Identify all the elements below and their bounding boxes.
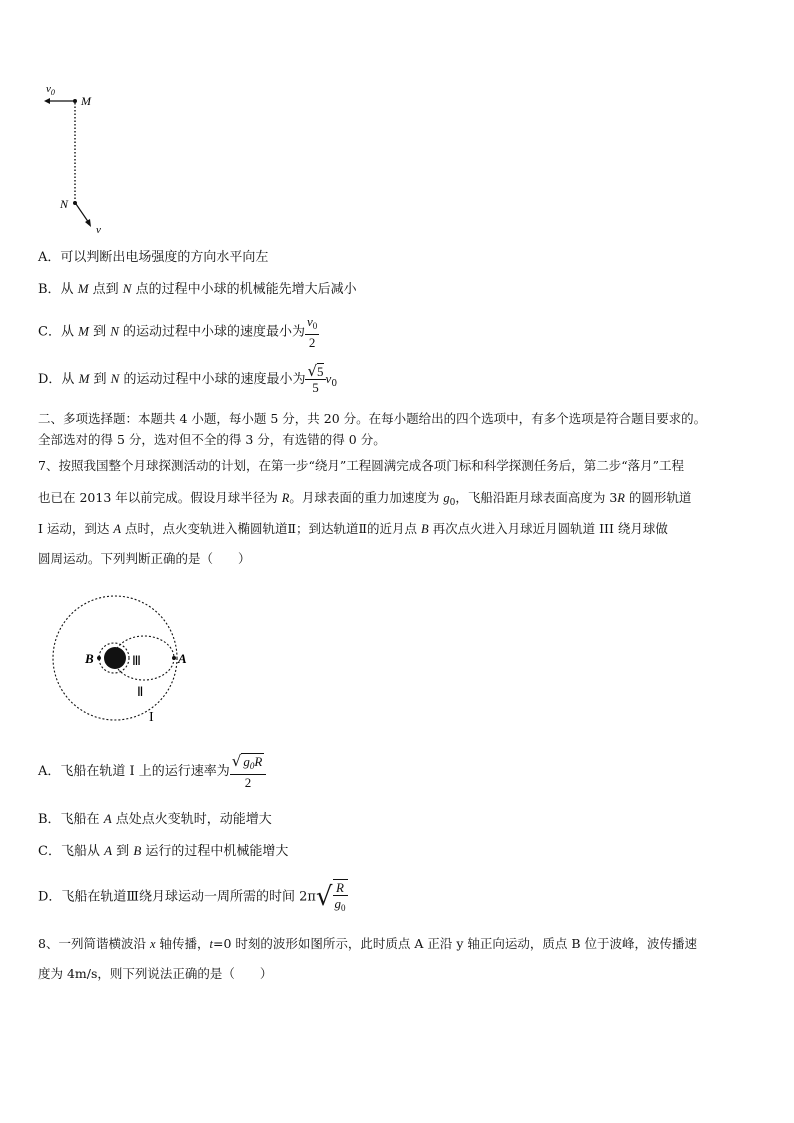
text: B．从 <box>38 282 78 297</box>
text: 点到 <box>88 282 123 297</box>
text: 运行的过程中机械能增大 <box>141 844 289 859</box>
q7-option-a <box>38 752 266 792</box>
n-label: N <box>60 197 69 211</box>
var-m: M <box>77 281 89 296</box>
var-r: R <box>617 491 625 505</box>
var-g: g <box>443 491 450 505</box>
text: B．飞船在 <box>38 812 104 827</box>
var-b: B <box>420 522 429 536</box>
a-label: A <box>178 651 187 666</box>
text: 的运动过程中小球的速度最小为 <box>118 324 306 340</box>
v-arrow <box>76 204 89 223</box>
ii-label: Ⅱ <box>137 684 144 699</box>
q7-line3 <box>38 519 668 539</box>
subscript: 0 <box>449 498 456 508</box>
v-label: v <box>96 224 101 236</box>
text: C．从 <box>38 324 79 340</box>
iii-label: Ⅲ <box>132 653 141 668</box>
var-m: M <box>78 371 90 386</box>
text: ，飞船沿距月球表面高度为 3 <box>455 490 618 505</box>
var-n: N <box>110 323 119 339</box>
text: 到 <box>88 324 111 340</box>
section-header-line1: 二、多项选择题：本题共 4 小题，每小题 5 分，共 20 分。在每小题给出的四个选项中，有多个选项是符合题目要求的。 <box>38 411 707 426</box>
text: 的圆形轨道 <box>624 490 692 505</box>
moon <box>104 647 126 669</box>
q7-orbit-figure <box>38 595 198 730</box>
text: 也已在 2013 年以前完成。假设月球半径为 <box>38 490 282 505</box>
v0-label: $v_0$ <box>46 83 55 97</box>
q7-line1: 7、按照我国整个月球探测活动的计划，在第一步“绕月”工程圆满完成各项门标和科学探测任务后，第二步“落月”工程 <box>38 458 685 473</box>
q8-line1 <box>38 934 697 954</box>
sqrt-sign: √ <box>315 882 333 912</box>
text: I 运动，到达 <box>38 521 114 536</box>
text: 的运动过程中小球的速度最小为 <box>119 372 306 387</box>
section-header-line2: 全部选对的得 5 分，选对但不全的得 3 分，有选错的得 0 分。 <box>38 432 386 447</box>
v0-arrowhead <box>44 98 50 104</box>
text: A．飞船在轨道 I 上的运行速率为 <box>38 764 230 779</box>
q7-option-d <box>38 876 348 919</box>
subscript: 0 <box>331 379 338 389</box>
point-b <box>97 656 101 660</box>
var-a: A <box>104 843 113 858</box>
text: 。月球表面的重力加速度为 <box>289 490 444 505</box>
q6-figure <box>36 78 126 238</box>
var-b: B <box>133 843 142 858</box>
var-r: R <box>281 491 290 505</box>
text: 点时，点火变轨进入椭圆轨道Ⅱ；到达轨道Ⅱ的近月点 <box>121 521 421 536</box>
text: 到 <box>112 844 134 859</box>
text: 8、一列简谐横波沿 <box>38 936 150 951</box>
point-m <box>73 99 77 103</box>
q7-line4: 圆周运动。下列判断正确的是（ ） <box>38 551 251 566</box>
var-x: x <box>149 937 156 951</box>
var-v: v <box>325 371 332 386</box>
text: 点的过程中小球的机械能先增大后减小 <box>131 282 357 297</box>
q7-line2 <box>38 488 691 513</box>
v-arrowhead <box>85 219 91 227</box>
fraction-sqrt-g0r-over-2: $\frac{√ g_0R}{2}$ <box>230 753 267 790</box>
var-n: N <box>110 371 120 386</box>
text: 到 <box>89 372 111 387</box>
text: =0 时刻的波形如图所示，此时质点 A 正沿 y 轴正向运动，质点 B 位于波峰，波传播速 <box>212 936 697 951</box>
q6-option-a: A．可以判断出电场强度的方向水平向左 <box>38 250 269 265</box>
text: 再次点火进入月球近月圆轨道 III 绕月球做 <box>428 521 668 536</box>
fraction-sqrt5-over-5: $\frac{√5}{5}$ <box>307 362 324 395</box>
q8-line2: 度为 4m/s，则下列说法正确的是（ ） <box>38 966 273 981</box>
fraction-r-over-g0: $\frac{R}{g_0}$ <box>333 879 348 916</box>
text: 点处点火变轨时，动能增大 <box>111 812 272 827</box>
m-label: M <box>81 94 91 108</box>
var-a: A <box>103 811 112 826</box>
b-label: B <box>85 651 94 666</box>
q6-option-b <box>38 279 357 300</box>
text: D．飞船在轨道Ⅲ绕月球运动一周所需的时间 2π <box>38 889 316 905</box>
i-label: I <box>149 710 154 725</box>
q7-option-c <box>38 841 288 862</box>
point-a <box>172 656 176 660</box>
fraction-v0-over-2: $\frac{v_0}{2}$ <box>307 314 318 350</box>
var-n: N <box>122 281 132 296</box>
q6-option-d <box>38 360 337 403</box>
q7-option-b <box>38 809 272 830</box>
text: 轴传播， <box>155 936 210 951</box>
text: D．从 <box>38 372 79 387</box>
text: C．飞船从 <box>38 844 105 859</box>
var-a: A <box>113 522 122 536</box>
var-t: t <box>209 937 213 951</box>
q6-option-c <box>38 314 319 350</box>
var-m: M <box>78 323 89 339</box>
